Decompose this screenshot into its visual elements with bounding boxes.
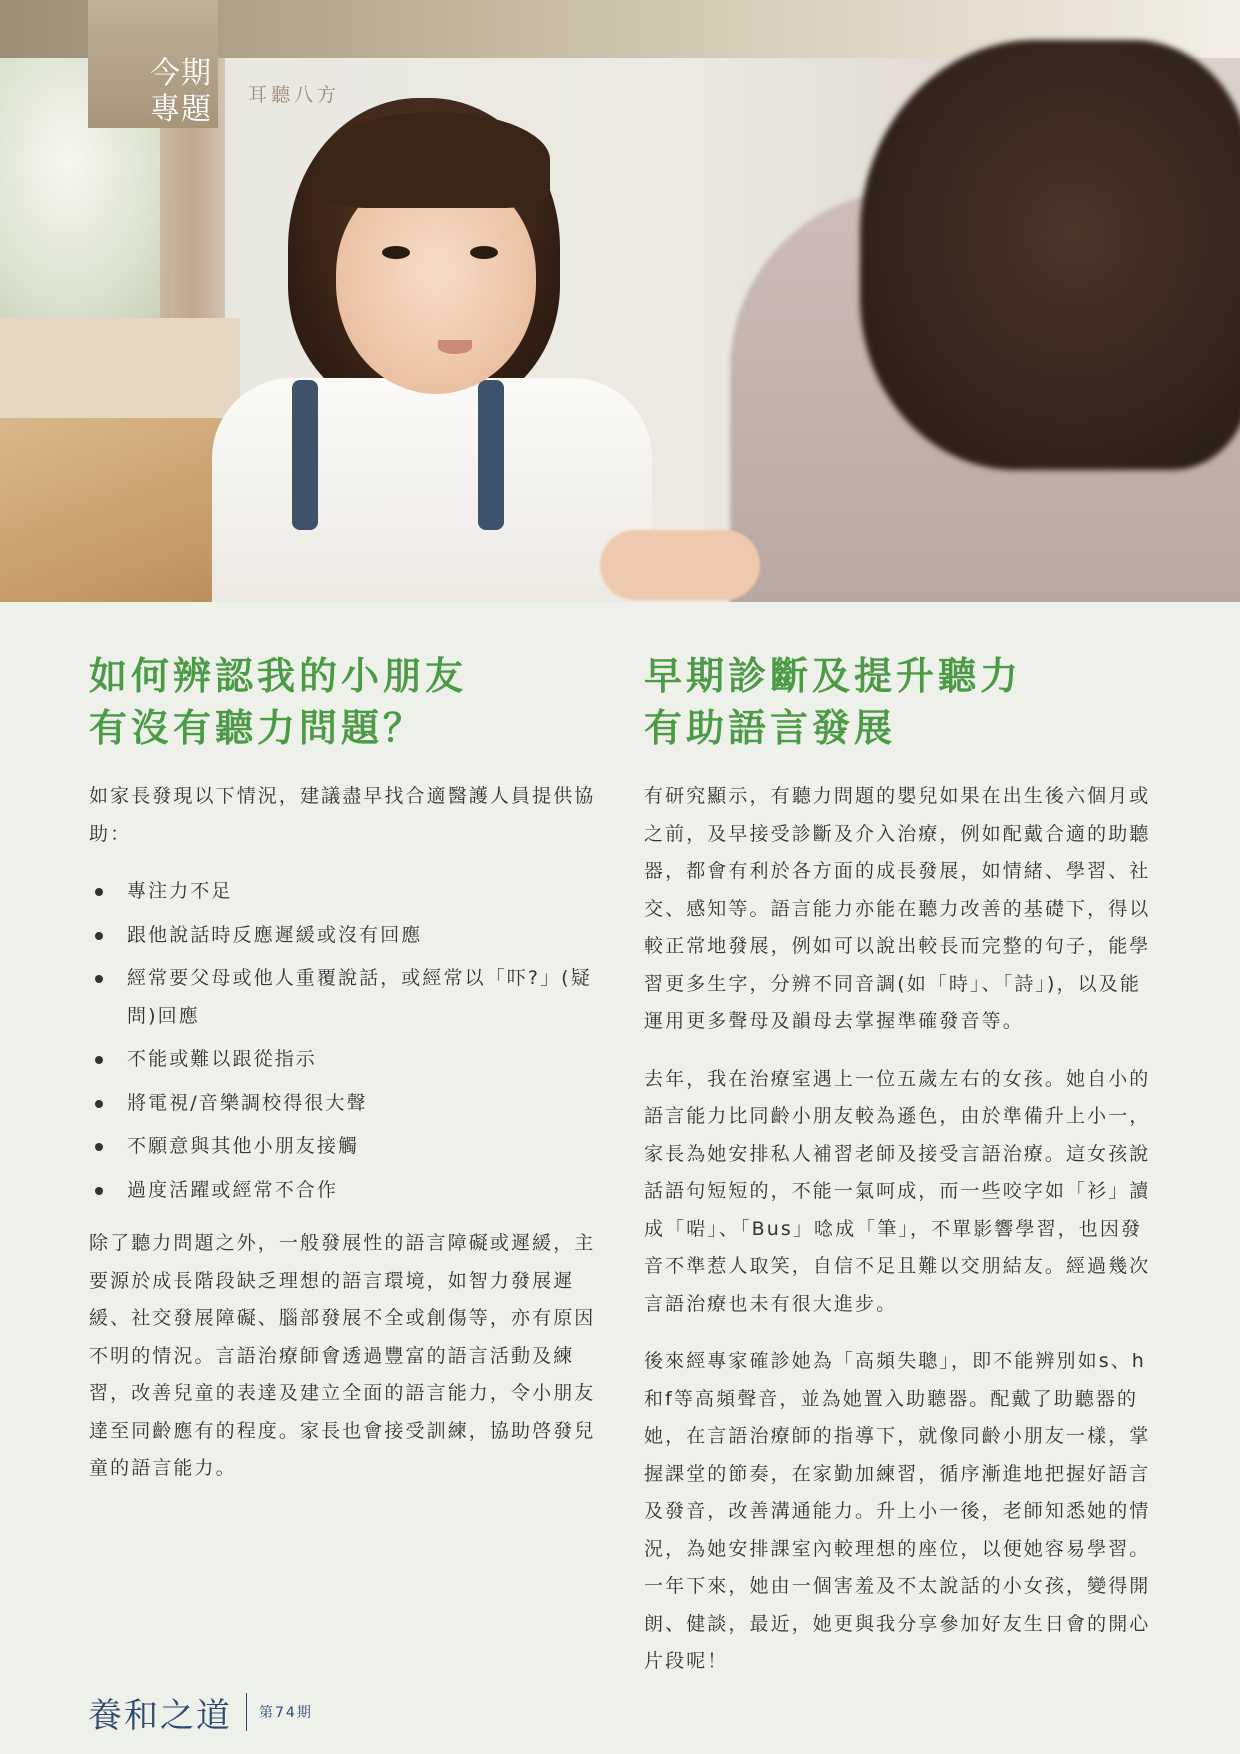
left-article — [89, 650, 599, 1508]
section-badge-text — [150, 56, 220, 128]
footer — [88, 1690, 313, 1734]
list-item: 經常要父母或他人重覆說話，或經常以「吓?」(疑問)回應 — [89, 960, 599, 1035]
right-article — [644, 650, 1154, 1701]
section-kicker: 耳聽八方 — [248, 84, 341, 106]
badge-line-2: 專題 — [150, 92, 212, 127]
right-paragraph-2: 去年，我在治療室遇上一位五歲左右的女孩。她自小的語言能力比同齡小朋友較為遜色，由於準備升上小一，家長為她安排私人補習老師及接受言語治療。這女孩說話語句短短的，不能一氣呵成，而一些咬字如「衫」讀成「啱」、「Bus」唸成「筆」，不單影響學習，也因發音不準惹人取笑，自信不足且難以交朋結友。經過幾次言語治療也未有很大進步。 — [644, 1067, 1151, 1315]
photo-strap-left — [292, 380, 318, 530]
magazine-logo: 養和之道 — [88, 1695, 232, 1736]
right-article-title — [644, 650, 1154, 754]
badge-line-1: 今期 — [150, 56, 212, 91]
list-item: 不能或難以跟從指示 — [89, 1041, 599, 1079]
right-paragraph-1: 有研究顯示，有聽力問題的嬰兒如果在出生後六個月或之前，及早接受診斷及介入治療，例如配戴合適的助聽器，都會有利於各方面的成長發展，如情緒、學習、社交、感知等。語言能力亦能在聽力改善的基礎下，得以較正常地發展，例如可以說出較長而完整的句子，能學習更多生字，分辨不同音調(如「時」、「詩」)，以及能運用更多聲母及韻母去掌握準確發音等。 — [644, 785, 1151, 1032]
list-item: 跟他說話時反應遲緩或沒有回應 — [89, 917, 599, 955]
photo-strap-right — [478, 380, 504, 530]
right-title-line-2: 有助語言發展 — [644, 706, 897, 750]
photo-girl-eye-right — [470, 246, 498, 259]
footer-divider — [246, 1693, 247, 1731]
photo-girl-mouth — [438, 340, 472, 354]
list-item: 將電視/音樂調校得很大聲 — [89, 1085, 599, 1123]
photo-girl-shirt — [212, 378, 652, 602]
right-paragraph-3: 後來經專家確診她為「高頻失聰」，即不能辨別如s、h和f等高頻聲音，並為她置入助聽器。配戴了助聽器的她，在言語治療師的指導下，就像同齡小朋友一樣，掌握課堂的節奏，在家勤加練習，循序漸進地把握好語言及發音，改善溝通能力。升上小一後，老師知悉她的情況，為她安排課室內較理想的座位，以便她容易學習。一年下來，她由一個害羞及不太說話的小女孩，變得開朗、健談，最近，她更與我分享參加好友生日會的開心片段呢！ — [644, 1350, 1151, 1672]
list-item: 專注力不足 — [89, 873, 599, 911]
list-item: 不願意與其他小朋友接觸 — [89, 1128, 599, 1166]
left-intro: 如家長發現以下情況，建議盡早找合適醫護人員提供協助： — [89, 785, 596, 845]
left-title-line-2: 有沒有聽力問題？ — [89, 706, 426, 750]
right-title-line-1: 早期診斷及提升聽力 — [644, 654, 1023, 698]
left-title-line-1: 如何辨認我的小朋友 — [89, 654, 468, 698]
list-item: 過度活躍或經常不合作 — [89, 1172, 599, 1210]
left-paragraph: 除了聽力問題之外，一般發展性的語言障礙或遲緩，主要源於成長階段缺乏理想的語言環境，如智力發展遲緩、社交發展障礙、腦部發展不全或創傷等，亦有原因不明的情況。言語治療師會透過豐富的語言活動及練習，改善兒童的表達及建立全面的語言能力，令小朋友達至同齡應有的程度。家長也會接受訓練，協助啓發兒童的語言能力。 — [89, 1232, 596, 1479]
left-article-title — [89, 650, 599, 754]
photo-girl-bangs — [320, 112, 550, 208]
photo-hands — [600, 530, 760, 600]
symptom-list — [89, 873, 599, 1209]
photo-wall — [0, 318, 240, 418]
photo-girl-eye-left — [382, 246, 410, 259]
issue-number: 第74期 — [259, 1705, 313, 1721]
photo-woman-hair — [860, 40, 1240, 470]
